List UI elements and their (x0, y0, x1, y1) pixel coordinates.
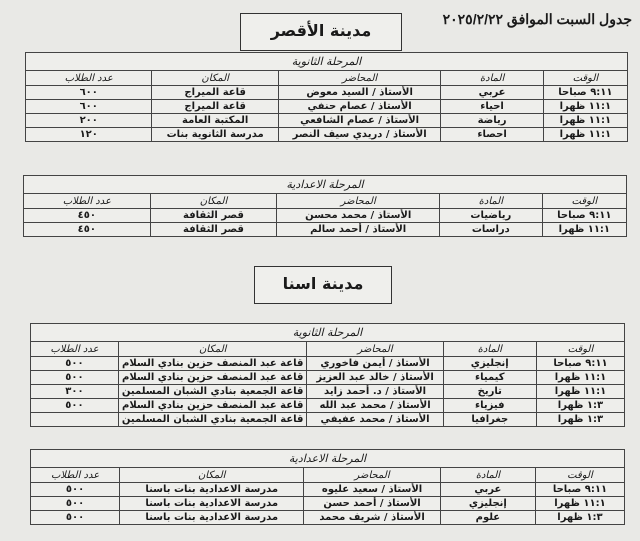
table-cell: ٢٠٠ (26, 114, 152, 128)
table-cell (31, 413, 119, 427)
table-cell: المكتبة العامة (152, 114, 278, 128)
table-cell: الأستاذ / عصام حنفي (278, 100, 441, 114)
table-cell: ٣٠٠ (31, 385, 119, 399)
table-cell: ١١:١ ظهرا (543, 100, 627, 114)
table-cell: ٩:١١ صباحا (535, 483, 624, 497)
table-row (31, 357, 625, 371)
table-cell: مدرسة الاعدادية بنات باسنا (120, 511, 304, 525)
stage-title: المرحلة الثانوية (31, 324, 625, 342)
table-row (31, 399, 625, 413)
table-row (26, 128, 628, 142)
table-row (31, 371, 625, 385)
city-heading-luxor: مدينة الأقصر (240, 13, 402, 51)
table-cell: الأستاذ / السيد معوض (278, 86, 441, 100)
table-row (26, 100, 628, 114)
column-header: المادة (443, 342, 536, 357)
table-cell: مدرسة الاعدادية بنات باسنا (120, 483, 304, 497)
table-cell: رياضيات (440, 209, 543, 223)
table-cell: ٥٠٠ (31, 399, 119, 413)
table-cell: قاعة عبد المنصف حزين بنادي السلام (118, 371, 307, 385)
table-cell: ٤٥٠ (24, 209, 151, 223)
table-cell: ٥٠٠ (31, 497, 120, 511)
table-cell: علوم (440, 511, 535, 525)
column-header: عدد الطلاب (31, 468, 120, 483)
table-cell: قاعة الميراج (152, 86, 278, 100)
column-header: الوقت (542, 194, 626, 209)
column-header: المحاضر (304, 468, 441, 483)
column-header: المكان (152, 71, 278, 86)
table-cell: ٩:١١ صباحا (536, 357, 624, 371)
schedule-table (30, 449, 625, 525)
column-header: المادة (440, 194, 543, 209)
table-cell: ٩:١١ صباحا (542, 209, 626, 223)
table-cell: قاعة عبد المنصف حزين بنادي السلام (118, 357, 307, 371)
table-row (31, 497, 625, 511)
table-cell: جغرافيا (443, 413, 536, 427)
column-header: المادة (441, 71, 543, 86)
table-cell: الأستاذ / أحمد حسن (304, 497, 441, 511)
table-cell: عربي (441, 86, 543, 100)
table-cell: قاعة الجمعية بنادي الشبان المسلمين (118, 385, 307, 399)
table-cell: تاريخ (443, 385, 536, 399)
table-cell: ١١:١ ظهرا (542, 223, 626, 237)
table-cell: الأستاذ / دريدي سيف النصر (278, 128, 441, 142)
table-cell: كيمياء (443, 371, 536, 385)
table-cell: الأستاذ / محمد عبد الله (307, 399, 443, 413)
table-cell: دراسات (440, 223, 543, 237)
table-row (26, 86, 628, 100)
column-header: عدد الطلاب (31, 342, 119, 357)
stage-title: المرحلة الاعدادية (31, 450, 625, 468)
table-cell: ١١:١ ظهرا (536, 371, 624, 385)
table-cell: ١١:١ ظهرا (543, 114, 627, 128)
table-cell: ٥٠٠ (31, 357, 119, 371)
table-cell: ١:٣ ظهرا (536, 413, 624, 427)
table-cell: الأستاذ / د. أحمد زايد (307, 385, 443, 399)
page-title: جدول السبت الموافق ٢٠٢٥/٢/٢٢ (442, 11, 632, 27)
table-cell: مدرسة الثانوية بنات (152, 128, 278, 142)
table-row (31, 511, 625, 525)
table-cell: ٥٠٠ (31, 483, 120, 497)
schedule-table (23, 175, 627, 237)
table-cell: الأستاذ / عصام الشافعي (278, 114, 441, 128)
table-cell: قاعة الجمعية بنادي الشبان المسلمين (118, 413, 307, 427)
city-heading-esna: مدينة اسنا (254, 266, 392, 304)
column-header: المكان (150, 194, 277, 209)
table-row (24, 223, 627, 237)
table-cell: ٤٥٠ (24, 223, 151, 237)
schedule-table (25, 52, 628, 142)
table-cell: الأستاذ / محمد عفيفي (307, 413, 443, 427)
table-cell: قاعة الميراج (152, 100, 278, 114)
table-cell: إنجليزي (443, 357, 536, 371)
table-cell: ١١:١ ظهرا (543, 128, 627, 142)
column-header: الوقت (535, 468, 624, 483)
table-cell: ١:٣ ظهرا (535, 511, 624, 525)
table-cell: ٦٠٠ (26, 100, 152, 114)
table-cell: قصر الثقافة (150, 223, 277, 237)
table-cell: الأستاذ / محمد محسن (277, 209, 440, 223)
table-cell: ٥٠٠ (31, 371, 119, 385)
table-cell: عربي (440, 483, 535, 497)
table-cell: ٥٠٠ (31, 511, 120, 525)
table-row (31, 413, 625, 427)
column-header: الوقت (536, 342, 624, 357)
column-header: المكان (120, 468, 304, 483)
table-row (31, 483, 625, 497)
table-cell: الأستاذ / أيمن فاخوري (307, 357, 443, 371)
schedule-table (30, 323, 625, 427)
column-header: المحاضر (307, 342, 443, 357)
table-row (26, 114, 628, 128)
column-header: المكان (118, 342, 307, 357)
column-header: المحاضر (277, 194, 440, 209)
table-cell: احصاء (441, 128, 543, 142)
table-cell: إنجليزي (440, 497, 535, 511)
table-cell: ٦٠٠ (26, 86, 152, 100)
table-cell: ١١:١ ظهرا (536, 385, 624, 399)
table-cell: الأستاذ / خالد عبد العزيز (307, 371, 443, 385)
table-row (24, 209, 627, 223)
table-cell: ١:٣ ظهرا (536, 399, 624, 413)
table-cell: قصر الثقافة (150, 209, 277, 223)
column-header: عدد الطلاب (26, 71, 152, 86)
table-cell: ١١:١ ظهرا (535, 497, 624, 511)
column-header: المادة (440, 468, 535, 483)
column-header: الوقت (543, 71, 627, 86)
table-cell: قاعة عبد المنصف حزين بنادي السلام (118, 399, 307, 413)
table-cell: ٩:١١ صباحا (543, 86, 627, 100)
table-cell: الأستاذ / شريف محمد (304, 511, 441, 525)
table-cell: الأستاذ / سعيد عليوه (304, 483, 441, 497)
table-row (31, 385, 625, 399)
table-cell: مدرسة الاعدادية بنات باسنا (120, 497, 304, 511)
stage-title: المرحلة الثانوية (26, 53, 628, 71)
table-cell: فيزياء (443, 399, 536, 413)
column-header: عدد الطلاب (24, 194, 151, 209)
table-cell: الأستاذ / أحمد سالم (277, 223, 440, 237)
stage-title: المرحلة الاعدادية (24, 176, 627, 194)
column-header: المحاضر (278, 71, 441, 86)
table-cell: رياضة (441, 114, 543, 128)
table-cell: ١٢٠ (26, 128, 152, 142)
table-cell: احياء (441, 100, 543, 114)
